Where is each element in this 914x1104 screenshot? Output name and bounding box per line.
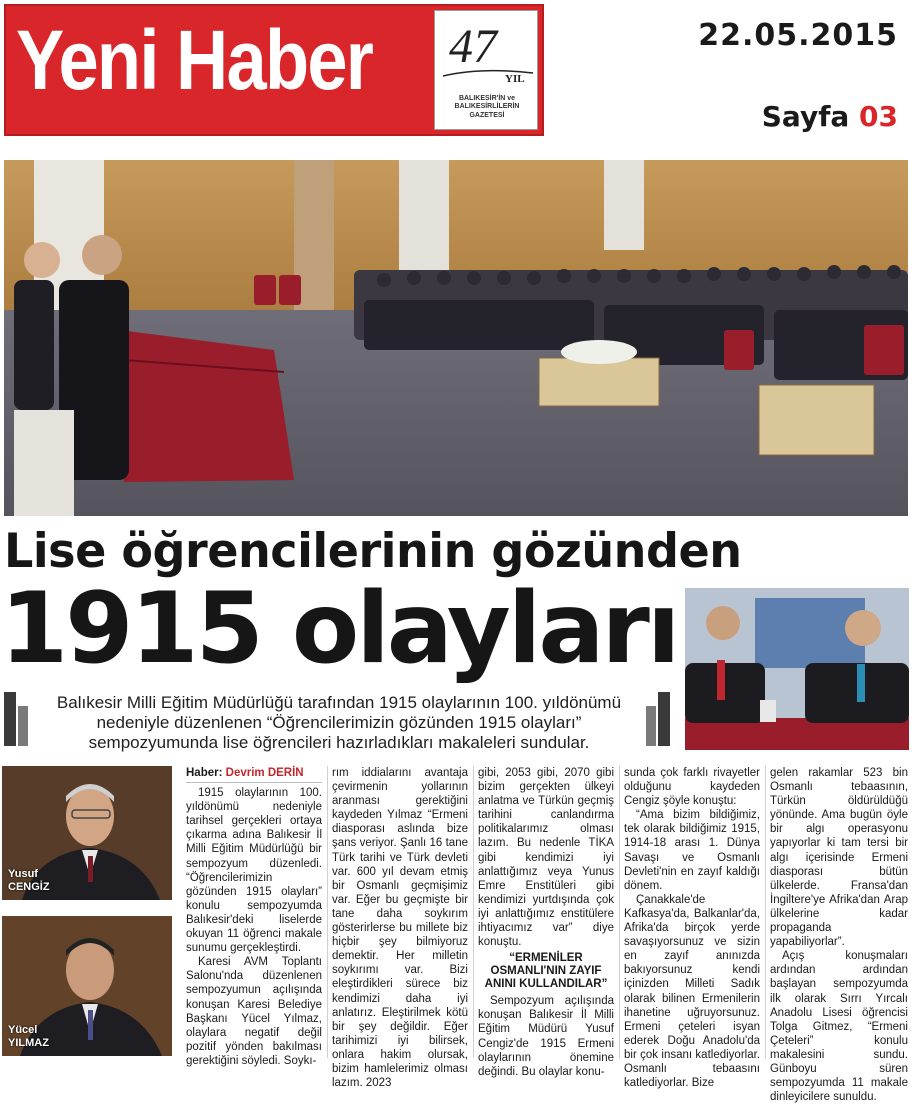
- column-divider: [327, 766, 328, 1058]
- page-number: [762, 100, 898, 133]
- portrait-last-name: YILMAZ: [8, 1037, 49, 1049]
- badge-yil: YIL: [505, 73, 525, 85]
- lead-bracket-left: [4, 692, 20, 746]
- conference-hall-illustration: [4, 160, 908, 516]
- paragraph: Açış konuşmaları ardından ardından başlayan sempozyumda ilk olarak Sırrı Yırcalı Anadolu Lisesi öğrencisi Tolga Gitmez, “Ermeni Çeteleri” konulu makalesini sundu. Günboyu süren sempozyumda 11 makale dinleyicilere sunuldu.: [770, 950, 908, 1104]
- badge-number: 47: [449, 20, 497, 73]
- column-divider: [473, 766, 474, 1058]
- paragraph: gibi, 2053 gibi, 2070 gibi bizim gerçekten ülkeyi anlatma ve Türkün geçmiş tarihini canlandırma politikalarımız olması lazım. Bu nedenle TİKA gibi kendimizi iyi anlattığımız veya Yunus Emre Enstitüleri gibi kendimizi yurtdışında çok iyi anlattığımız enstitülere ihtiyacımız var” diye konuştu.: [478, 767, 614, 949]
- portrait-caption: [8, 868, 50, 894]
- portrait-first-name: Yusuf: [8, 868, 38, 880]
- article-column-4: [624, 766, 760, 1090]
- headline-line2: 1915 olayları: [0, 572, 678, 686]
- subheading: “ERMENİLER OSMANLI'NIN ZAYIF ANINI KULLANDILAR”: [484, 952, 608, 991]
- paragraph: Çanakkale'de Kafkasya'da, Balkanlar'da, Afrika'da birçok yerde savaşıyorsunuz ve sizin en zayıf anınızda bakıyorsunuz kendi içinizden Milleti Sadık olarak bilinen Ermenilerin ihanetine uğruyorsunuz. Ermeni çeteleri isyan ederek Doğu Anadolu'da bir çok insanı katlediyorlar. Osmanlı tebaasını katlediyorlar. Bize: [624, 893, 760, 1090]
- byline-label: Haber:: [186, 767, 223, 779]
- byline: [186, 766, 322, 783]
- lead-bracket-right: [654, 692, 670, 746]
- article-column-5: [770, 766, 908, 1104]
- panel-speakers-illustration: [685, 588, 909, 750]
- masthead-title: Yeni Haber: [16, 13, 373, 107]
- portrait-yucel-yilmaz: [2, 916, 172, 1056]
- page-number-value: 03: [859, 100, 898, 133]
- portrait-caption: [8, 1024, 49, 1050]
- article-column-1: [186, 766, 322, 1068]
- paragraph: Sempozyum açılışında konuşan Balıkesir İl Milli Eğitim Müdürü Yusuf Cengiz'de 1915 Ermeni olaylarının önemine değindi. Bu olaylar konu-: [478, 995, 614, 1078]
- masthead-logo: [4, 4, 544, 136]
- column-divider: [619, 766, 620, 1058]
- paragraph: Karesi AVM Toplantı Salonu'nda düzenlenen sempozyumun açılışında konuşan Karesi Belediye Başkanı Yücel Yılmaz, olaylara negatif değil pozitif yönden bakılması gerektiğini söyledi. Soykı-: [186, 956, 322, 1067]
- page-label: Sayfa: [761, 100, 850, 133]
- column-divider: [765, 766, 766, 1058]
- paragraph: “Ama bizim bildiğimiz, tek olarak bildiğimiz 1915, 1914-18 arası 1. Dünya Savaşı ve Osmanlı Devleti'nin en zayıf kaldığı dönem.: [624, 809, 760, 892]
- main-photo: [4, 160, 908, 516]
- side-photo: [685, 588, 909, 750]
- byline-name: Devrim DERİN: [225, 767, 304, 779]
- anniversary-badge: [434, 10, 538, 130]
- paragraph: 1915 olaylarının 100. yıldönümü nedeniyle tarihsel gerçekleri ortaya çıkarma adına Balıkesir İl Milli Eğitim Müdürlüğü bir sempozyum düzenledi. “Öğrencilerimizin gözünden 1915 olayları” konulu sempozyumda Balıkesir'deki liselerde okuyan 11 öğrenci makale sunumu gerçekleştirdi.: [186, 787, 322, 955]
- portrait-first-name: Yücel: [8, 1024, 38, 1036]
- lead-paragraph: Balıkesir Milli Eğitim Müdürlüğü tarafından 1915 olaylarının 100. yıldönümü nedeniyle düzenlenen “Öğrencilerimizin gözünden 1915 olayları” sempozyumunda lise öğrencileri hazırladıkları makaleleri sundular.: [56, 693, 622, 752]
- paragraph: rım iddialarını avantaja çevirmenin yollarının aranması gerektiğini kaydeden Yılmaz “Ermeni diasporası aslında bize şans veriyor. Şanlı 16 tane Türk tarihi ve Türk devleti var. 600 yıl devam etmiş bir Osmanlı geçmişimiz var. Eğer bu geçmişte bir tane daha soykırım gösterirlerse bu millete biz hiçbir şey bilmiyoruz demektir. Her milletin soykırımı var. Bizi eleştirdikleri sürece biz kendimizi daha iyi anlatırız. Eleştirilmek kötü bir şey değildir. Eğer tarihimizi iyi bilirsek, onlara hakim olursak, bizim hamlelerimiz olması lazım. 2023: [332, 767, 468, 1090]
- paragraph: sunda çok farklı rivayetler olduğunu kaydeden Cengiz şöyle konuştu:: [624, 767, 760, 808]
- article-column-2: [332, 766, 468, 1090]
- badge-subtitle: BALIKESİR'İN ve BALIKESİRLİLERİN GAZETESİ: [454, 95, 520, 119]
- headline-line1: Lise öğrencilerinin gözünden: [4, 524, 742, 579]
- portrait-last-name: CENGİZ: [8, 881, 50, 893]
- paragraph: gelen rakamlar 523 bin Osmanlı tebaasının, Türkün öldürüldüğü yönünde. Ama bugün öyle bir algı operasyonu yapıyorlar ki tam tersi bir algı içerisinde Ermeni diasporası bütün ülkelerde. Fransa'dan İngiltere'ye Afrika'dan Arap ülkelerine kadar propaganda yapabiliyorlar”.: [770, 767, 908, 949]
- portrait-yusuf-cengiz: [2, 766, 172, 900]
- article-column-3: [478, 766, 614, 1079]
- issue-date: 22.05.2015: [698, 18, 898, 53]
